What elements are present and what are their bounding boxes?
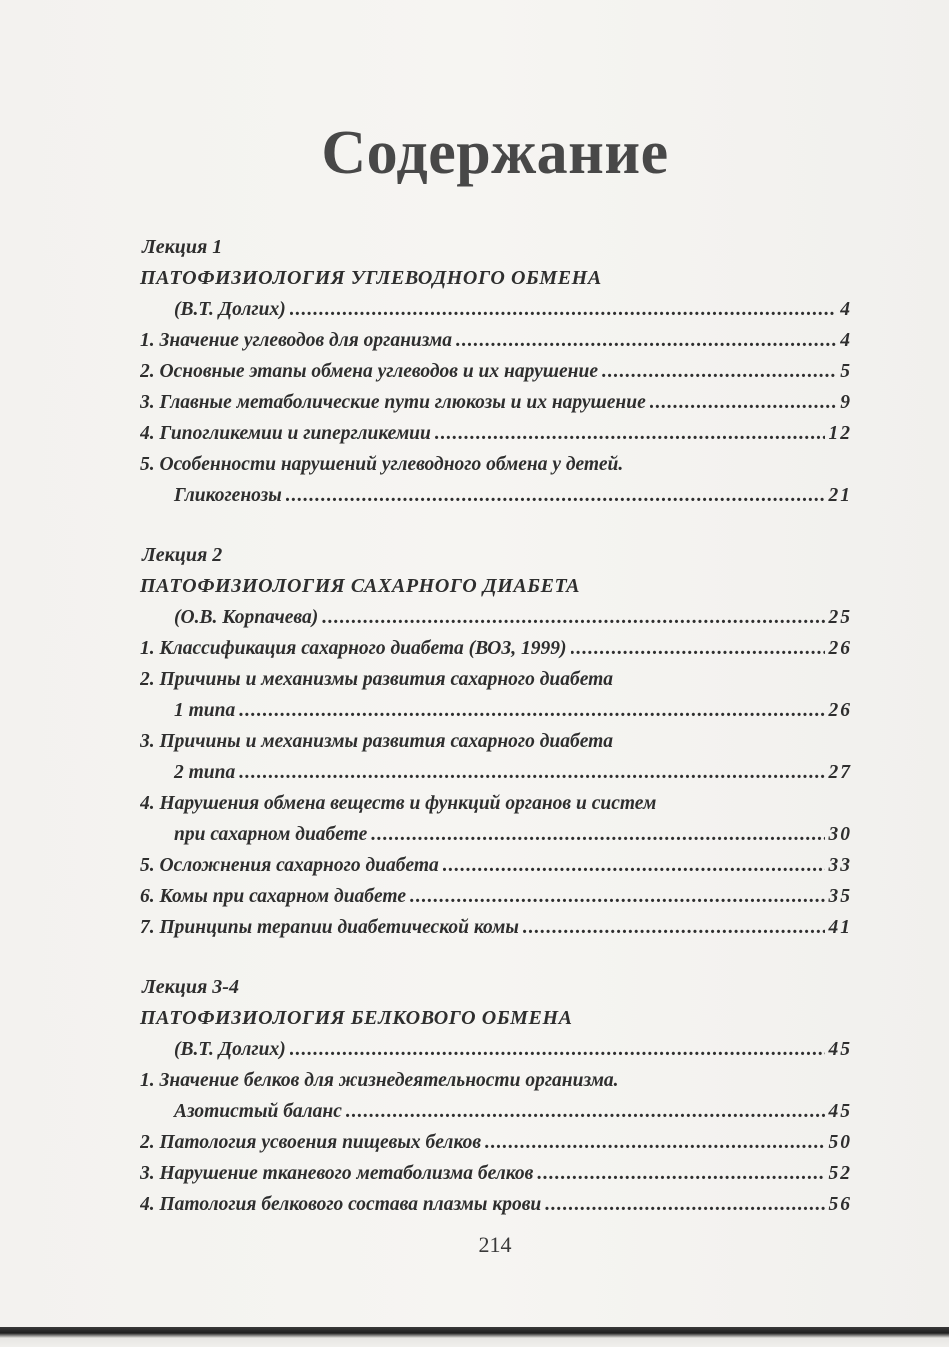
toc-entry-first-line[interactable]: 2. Причины и механизмы развития сахарного диабета [140,669,614,690]
entry-text: 1. Значение углеводов для организма [140,330,452,351]
author-text: (О.В. Корпачева) [174,607,319,628]
toc-entry-first-line[interactable]: 4. Нарушения обмена веществ и функций органов и систем [140,793,657,814]
page-ref: 26 [828,638,852,659]
toc-entry[interactable] [140,325,852,356]
toc-entry[interactable] [140,387,852,418]
entry-text: 1 типа [174,700,236,721]
dot-leader [523,912,825,943]
dot-leader [239,757,824,788]
page-ref: 52 [828,1163,852,1184]
toc-entry-continuation[interactable] [140,695,852,726]
toc-entry-first-line[interactable]: 5. Особенности нарушений углеводного обмена у детей. [140,454,624,475]
toc-entry-continuation[interactable] [140,1096,852,1127]
lecture-heading: ПАТОФИЗИОЛОГИЯ САХАРНОГО ДИАБЕТА [140,575,581,597]
toc-entry[interactable] [140,418,852,449]
dot-leader [290,294,837,325]
dot-leader [485,1127,824,1158]
dot-leader [602,356,836,387]
toc-entry-author[interactable] [140,1034,852,1065]
dot-leader [371,819,824,850]
dot-leader [571,633,825,664]
entry-text: 7. Принципы терапии диабетической комы [140,917,519,938]
page-ref: 41 [828,917,852,938]
author-text: (В.Т. Долгих) [174,299,286,320]
page-ref: 56 [828,1194,852,1215]
entry-text: Гликогенозы [174,485,282,506]
entry-text: 5. Осложнения сахарного диабета [140,855,439,876]
toc-entry-continuation[interactable] [140,480,852,511]
toc-entry[interactable] [140,1158,852,1189]
dot-leader [346,1096,825,1127]
toc-entry-author[interactable] [140,602,852,633]
lecture-label: Лекция 1 [142,236,223,258]
dot-leader [322,602,824,633]
lecture-label: Лекция 2 [142,544,223,566]
toc-entry[interactable] [140,850,852,881]
entry-text: 2. Патология усвоения пищевых белков [140,1132,482,1153]
page-ref: 50 [828,1132,852,1153]
page-ref: 4 [840,330,852,351]
dot-leader [537,1158,824,1189]
toc-entry[interactable] [140,881,852,912]
toc-entry[interactable] [140,1127,852,1158]
entry-text: 3. Главные метаболические пути глюкозы и их нарушение [140,392,646,413]
entry-text: 4. Гипогликемии и гипергликемии [140,423,431,444]
page-ref: 30 [828,824,852,845]
page-ref: 45 [828,1039,852,1060]
toc-entry[interactable] [140,356,852,387]
page-ref: 45 [828,1101,852,1122]
page-ref: 5 [840,361,852,382]
toc-entry-first-line[interactable]: 1. Значение белков для жизнедеятельности организма. [140,1070,619,1091]
lecture-3-4-section [140,972,852,1220]
lecture-1-section [140,232,852,511]
toc-entry-author[interactable] [140,294,852,325]
entry-text: 2 типа [174,762,236,783]
page-ref: 21 [828,485,852,506]
table-of-contents [140,232,852,1249]
page-ref: 4 [840,299,852,320]
lecture-heading: ПАТОФИЗИОЛОГИЯ БЕЛКОВОГО ОБМЕНА [140,1007,573,1029]
page-ref: 25 [828,607,852,628]
dot-leader [456,325,836,356]
page-number: 214 [478,1232,512,1257]
toc-entry-first-line[interactable]: 3. Причины и механизмы развития сахарного диабета [140,731,614,752]
lecture-label: Лекция 3-4 [142,976,239,998]
toc-entry-continuation[interactable] [140,757,852,788]
scan-bottom-edge [0,1327,949,1347]
page-ref: 9 [840,392,852,413]
dot-leader [443,850,825,881]
page-ref: 12 [828,423,852,444]
entry-text: 1. Классификация сахарного диабета (ВОЗ, 1999) [140,638,567,659]
dot-leader [239,695,824,726]
dot-leader [410,881,825,912]
entry-text: 6. Комы при сахарном диабете [140,886,406,907]
toc-entry-continuation[interactable] [140,819,852,850]
toc-entry[interactable] [140,633,852,664]
page-ref: 33 [828,855,852,876]
entry-text: 4. Патология белкового состава плазмы крови [140,1194,542,1215]
dot-leader [545,1189,824,1220]
entry-text: 3. Нарушение тканевого метаболизма белков [140,1163,534,1184]
entry-text: при сахарном диабете [174,824,368,845]
toc-entry[interactable] [140,1189,852,1220]
toc-entry[interactable] [140,912,852,943]
lecture-heading: ПАТОФИЗИОЛОГИЯ УГЛЕВОДНОГО ОБМЕНА [140,267,602,289]
dot-leader [290,1034,825,1065]
page-ref: 35 [828,886,852,907]
page-ref: 26 [828,700,852,721]
page-title: Содержание [321,119,669,187]
dot-leader [286,480,825,511]
entry-text: 2. Основные этапы обмена углеводов и их нарушение [140,361,598,382]
dot-leader [435,418,825,449]
author-text: (В.Т. Долгих) [174,1039,286,1060]
dot-leader [650,387,836,418]
lecture-2-section [140,540,852,943]
entry-text: Азотистый баланс [174,1101,342,1122]
page-ref: 27 [828,762,852,783]
